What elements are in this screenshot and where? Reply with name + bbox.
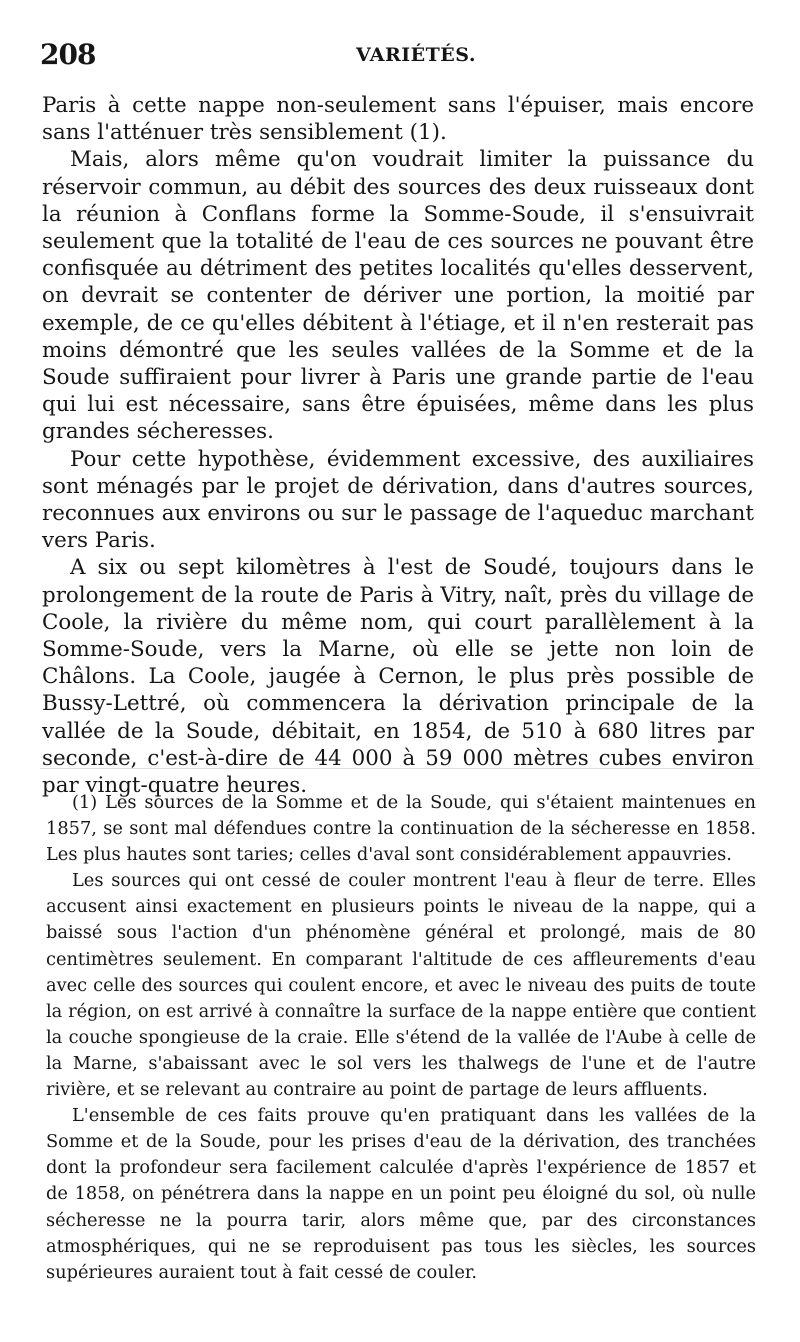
running-title: VARIÉTÉS.: [356, 44, 476, 66]
body-paragraph: Pour cette hypothèse, évidemment excessive, des auxiliaires sont ménagés par le projet de dérivation, dans d'autres sources, reconnues aux environs ou sur le passage de l'aqueduc marchant vers Paris.: [42, 446, 754, 554]
footnote-paragraph: L'ensemble de ces faits prouve qu'en pratiquant dans les vallées de la Somme et de la Soude, pour les prises d'eau de la dérivation, des tranchées dont la profondeur sera facilement calculée d'après l'expérience de 1857 et de 1858, on pénétrera dans la nappe en un point peu éloigné du sol, où nulle sécheresse ne la pourra tarir, alors même que, par des circonstances atmosphériques, qui ne se reproduisent pas tous les siècles, les sources supérieures auraient tout à fait cessé de couler.: [46, 1105, 756, 1283]
footnote-separator: [40, 768, 760, 769]
body-paragraph: Paris à cette nappe non-seulement sans l'épuiser, mais encore sans l'atténuer très sensiblement (1).: [42, 93, 754, 146]
footnote-paragraph: Les sources qui ont cessé de couler montrent l'eau à fleur de terre. Elles accusent ainsi exactement en plusieurs points le niveau de la nappe, qui a baissé sous l'action d'un phénomène général et prolongé, mais de 80 centimètres seulement. En comparant l'altitude de ces affleurements d'eau avec celle des sources qui coulent encore, et avec le niveau des puits de toute la région, on est arrivé à connaître la surface de la nappe entière que contient la couche spongieuse de la craie. Elle s'étend de la vallée de l'Aube à celle de la Marne, s'abaissant avec le sol vers les thalwegs de l'une et de l'autre rivière, et se relevant au contraire au point de partage de leurs affluents.: [46, 870, 756, 1101]
footnotes: [46, 790, 756, 1286]
footnote-paragraph: (1) Les sources de la Somme et de la Soude, qui s'étaient maintenues en 1857, se sont mal défendues contre la continuation de la sécheresse en 1858. Les plus hautes sont taries; celles d'aval sont considérablement appauvries.: [46, 792, 756, 866]
page-header: [40, 38, 760, 78]
body-paragraph: A six ou sept kilomètres à l'est de Soudé, toujours dans le prolongement de la route de Paris à Vitry, naît, près du village de Coole, la rivière du même nom, qui court parallèlement à la Somme-Soude, vers la Marne, où elle se jette non loin de Châlons. La Coole, jaugée à Cernon, le plus près possible de Bussy-Lettré, où commencera la dérivation principale de la vallée de la Soude, débitait, en 1854, de 510 à 680 litres par seconde, c'est-à-dire de 44 000 à 59 000 mètres cubes environ par vingt-quatre heures.: [42, 555, 754, 799]
page-number: 208: [40, 38, 96, 71]
body-paragraph: Mais, alors même qu'on voudrait limiter la puissance du réservoir commun, au débit des sources des deux ruisseaux dont la réunion à Conflans forme la Somme-Soude, il s'ensuivrait seulement que la totalité de l'eau de ces sources ne pouvant être confisquée au détriment des petites localités qu'elles desservent, on devrait se contenter de dériver une portion, la moitié par exemple, de ce qu'elles débitent à l'étiage, et il n'en resterait pas moins démontré que les seules vallées de la Somme et de la Soude suffiraient pour livrer à Paris une grande partie de l'eau qui lui est nécessaire, sans être épuisées, même dans les plus grandes sécheresses.: [42, 147, 754, 445]
main-text: [42, 92, 754, 799]
